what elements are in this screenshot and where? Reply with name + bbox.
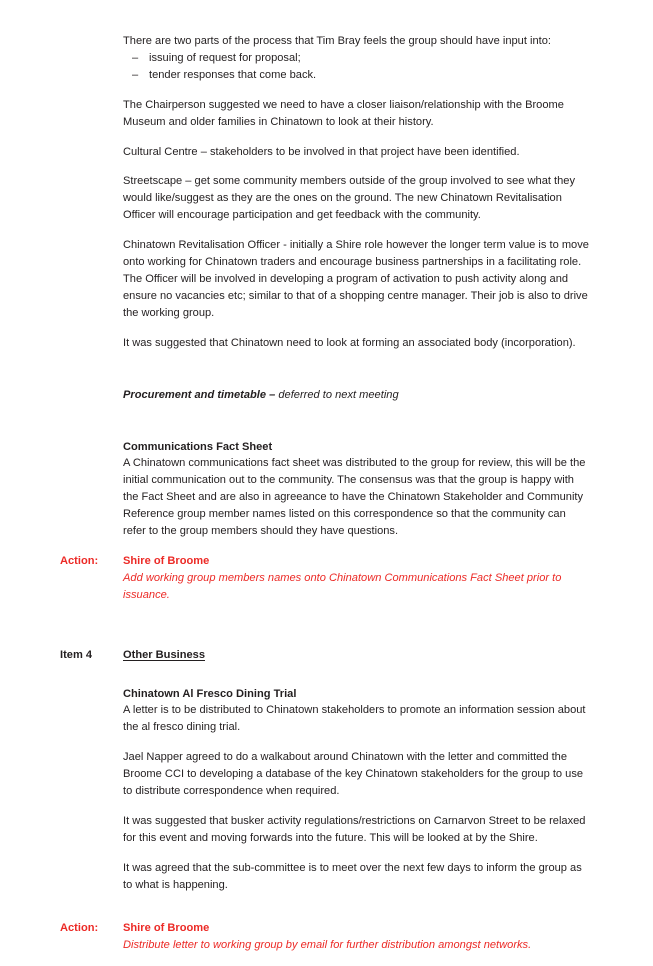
procurement-heading-note: deferred to next meeting	[275, 388, 399, 401]
paragraph-subcommittee: It was agreed that the sub-committee is to meet over the next few days to inform the group as to what is happening.	[123, 861, 582, 891]
action-label: Action:	[60, 554, 99, 567]
process-parts-list	[0, 50, 653, 84]
action-responsible-party: Shire of Broome	[123, 554, 210, 567]
paragraph-associated-body: It was suggested that Chinatown need to look at forming an associated body (incorporation).	[123, 336, 576, 349]
intro-paragraph: There are two parts of the process that Tim Bray feels the group should have input into:	[123, 35, 551, 47]
item-4-title: Other Business	[123, 648, 205, 661]
alfresco-paragraph: A letter is to be distributed to Chinatown stakeholders to promote an information session about the al fresco dining trial.	[123, 704, 586, 734]
paragraph-napper: Jael Napper agreed to do a walkabout around Chinatown with the letter and committed the Broome CCI to developing a database of the key Chinatown stakeholders for the group to use to distribute correspondence when required.	[123, 751, 584, 798]
list-item-label: issuing of request for proposal;	[149, 51, 301, 64]
paragraph-revitalisation-officer: Chinatown Revitalisation Officer - initially a Shire role however the longer term value is to move onto working for Chinatown traders and encourage business partnerships in a facilitating role. The Officer will be involved in developing a program of activation to push activity along and ensure no vacancies etc; similar to that of a shopping centre manager. Their job is also to drive the working group.	[123, 239, 589, 319]
spacer	[0, 617, 653, 647]
paragraph-cultural-centre: Cultural Centre – stakeholders to be involved in that project have been identified.	[123, 145, 520, 158]
communications-fact-sheet-heading: Communications Fact Sheet	[123, 440, 273, 453]
list-item	[123, 50, 590, 67]
spacer	[0, 907, 653, 920]
action-label: Action:	[60, 921, 99, 934]
dash-marker-icon: –	[132, 68, 139, 81]
spacer	[0, 664, 653, 686]
action-responsible-party: Shire of Broome	[123, 921, 210, 934]
paragraph-busker: It was suggested that busker activity regulations/restrictions on Carnarvon Street to be relaxed for this event and moving forwards into the future. This will be looked at by the Shire.	[123, 815, 586, 844]
list-item-label: tender responses that come back.	[149, 68, 317, 81]
alfresco-heading: Chinatown Al Fresco Dining Trial	[123, 687, 297, 700]
paragraph-chairperson: The Chairperson suggested we need to have a closer liaison/relationship with the Broome Museum and older families in Chinatown to look at their history.	[123, 98, 564, 128]
action-block-2	[0, 920, 653, 954]
page-content	[0, 33, 653, 966]
item-4-row	[0, 647, 653, 664]
spacer	[0, 417, 653, 439]
action-detail-text: Add working group members names onto Chinatown Communications Fact Sheet prior to issuance.	[123, 571, 562, 601]
list-item	[123, 67, 590, 84]
dash-marker-icon: –	[132, 51, 139, 64]
spacer	[0, 365, 653, 387]
paragraph-streetscape: Streetscape – get some community members outside of the group involved to see what they would like/suggest as they are the ones on the ground. The new Chinatown Revitalisation Officer will encourage participation and get feedback with the community.	[123, 175, 575, 222]
item-4-label: Item 4	[60, 648, 93, 661]
action-block-1	[0, 553, 653, 604]
procurement-heading	[0, 387, 653, 404]
action-detail-text: Distribute letter to working group by email for further distribution amongst networks.	[123, 938, 532, 951]
communications-fact-sheet-paragraph: A Chinatown communications fact sheet was distributed to the group for review, this will be the initial communication out to the community. The consensus was that the group is happy with the Fact Sheet and are also in agreeance to have the Chinatown Stakeholder and Community Reference group member names listed on this correspondence so that the community can refer to the group members should they have questions.	[123, 457, 586, 538]
procurement-heading-bold: Procurement and timetable –	[123, 388, 276, 401]
